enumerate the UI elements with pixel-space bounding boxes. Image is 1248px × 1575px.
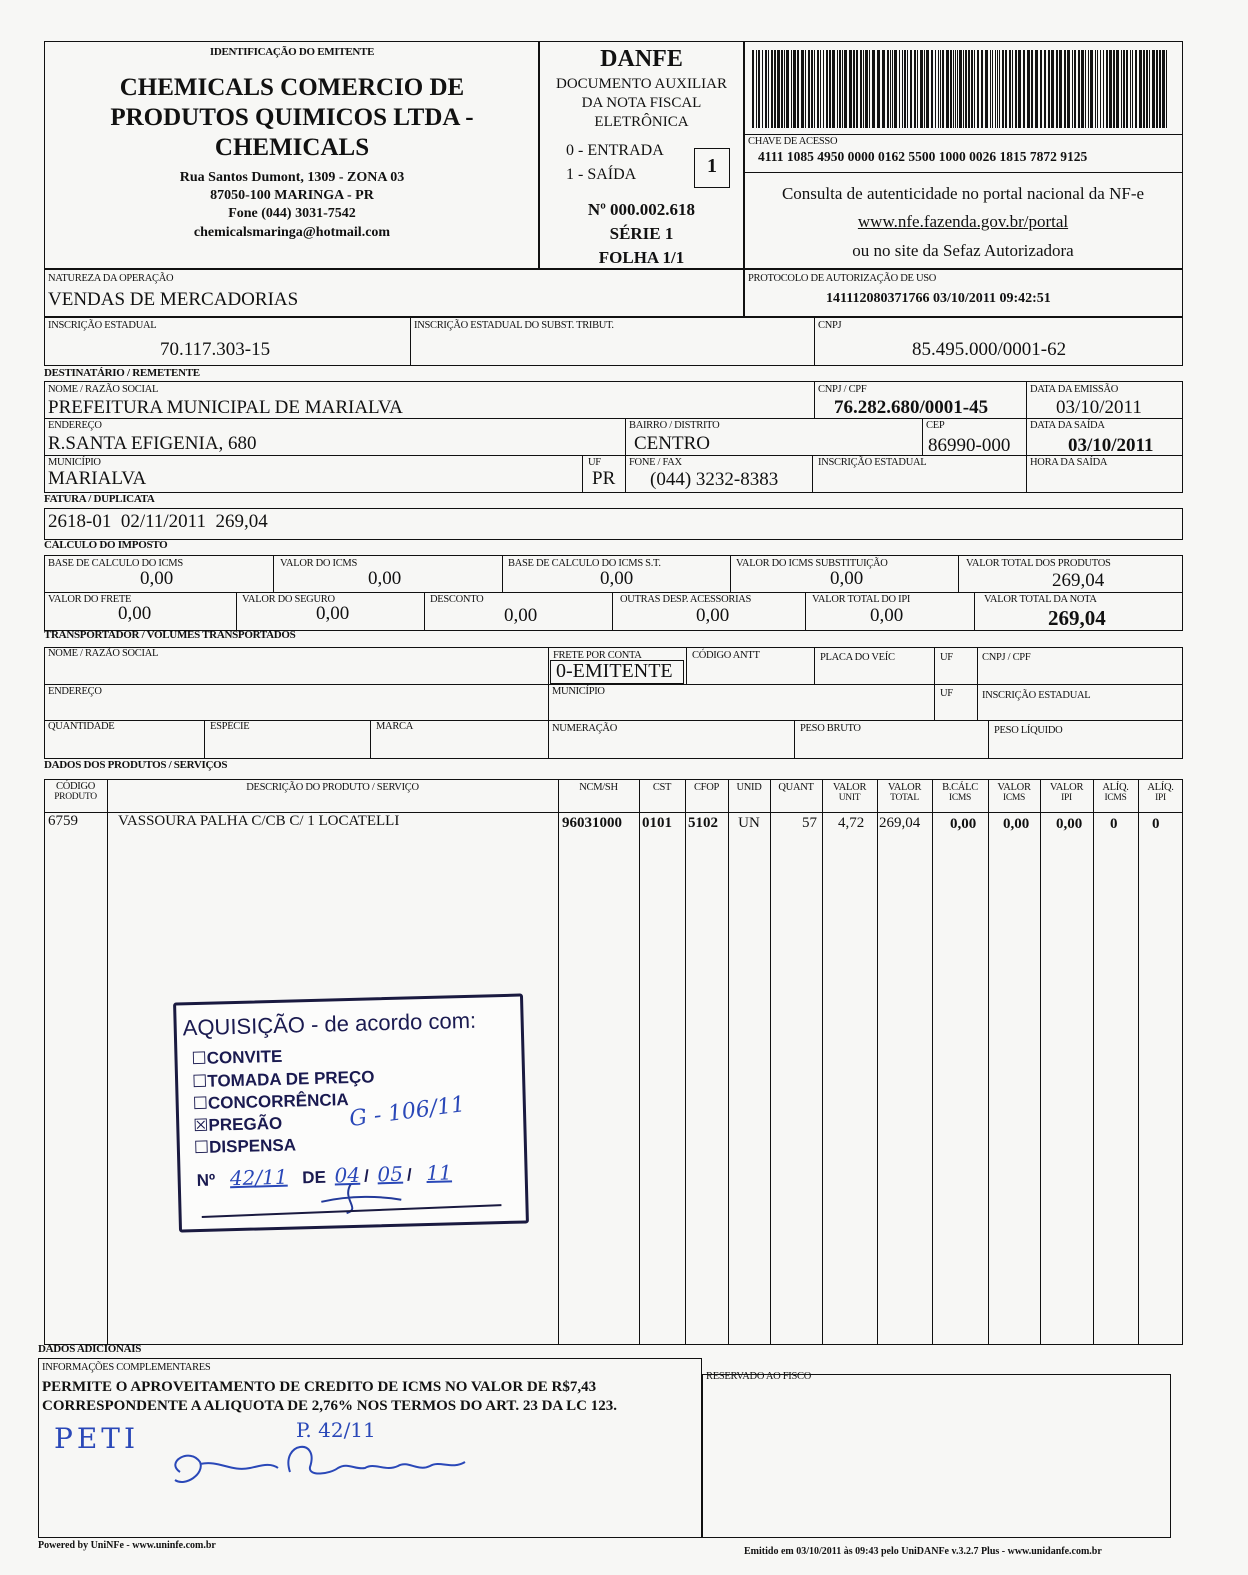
stamp-opt3: ☐CONCORRÊNCIA xyxy=(192,1090,349,1114)
barcode xyxy=(752,50,1172,128)
bc-st-label: BASE DE CALCULO DO ICMS S.T. xyxy=(508,558,661,569)
natureza-label: NATUREZA DA OPERAÇÃO xyxy=(48,273,174,284)
transp-marca-label: MARCA xyxy=(376,721,414,732)
outras: 0,00 xyxy=(696,605,730,626)
col-ncm: NCM/SH xyxy=(579,782,618,793)
handwritten-signature xyxy=(160,1432,480,1492)
desconto: 0,00 xyxy=(504,605,538,626)
frete-label: VALOR DO FRETE xyxy=(48,594,132,605)
transp-nome-label: NOME / RAZÃO SOCIAL xyxy=(48,648,159,659)
col-cfop: CFOP xyxy=(693,782,720,793)
dest-cep-label: CEP xyxy=(926,420,945,431)
chave-url[interactable]: www.nfe.fazenda.gov.br/portal xyxy=(857,212,1069,231)
transp-liquido-label: PESO LÍQUIDO xyxy=(994,725,1063,736)
dest-bairro-label: BAIRRO / DISTRITO xyxy=(629,420,720,431)
dest-endereco: R.SANTA EFIGENIA, 680 xyxy=(48,433,257,454)
emitente-phone: Fone (044) 3031-7542 xyxy=(228,206,356,221)
seguro-label: VALOR DO SEGURO xyxy=(242,594,335,605)
transp-bruto-label: PESO BRUTO xyxy=(800,723,861,734)
footer-left: Powered by UniNFe - www.uninfe.com.br xyxy=(38,1540,216,1551)
transp-frete-label: FRETE POR CONTA xyxy=(553,650,642,661)
protocolo-label: PROTOCOLO DE AUTORIZAÇÃO DE USO xyxy=(748,273,937,284)
dest-cnpj: 76.282.680/0001-45 xyxy=(834,397,989,418)
col-cst: CST xyxy=(652,782,672,793)
transportador-section-label: TRANSPORTADOR / VOLUMES TRANSPORTADOS xyxy=(44,629,296,641)
v-icms-label: VALOR DO ICMS xyxy=(280,558,358,569)
fisco-box xyxy=(702,1374,1171,1538)
emitente-name-line1: CHEMICALS COMERCIO DE xyxy=(119,74,465,101)
row-codigo: 6759 xyxy=(48,813,78,829)
info-line1: PERMITE O APROVEITAMENTO DE CREDITO DE ICMS NO VALOR DE R$7,43 xyxy=(42,1379,597,1395)
seguro: 0,00 xyxy=(316,603,350,624)
stamp-handwritten-ref: G - 106/11 xyxy=(347,1092,467,1133)
dest-nome-label: NOME / RAZÃO SOCIAL xyxy=(48,384,159,395)
frete: 0,00 xyxy=(118,603,152,624)
dest-ie-label: INSCRIÇÃO ESTADUAL xyxy=(818,457,927,468)
chave-consulta2: ou no site da Sefaz Autorizadora xyxy=(852,241,1074,260)
emitente-name-line2: PRODUTOS QUIMICOS LTDA - xyxy=(110,104,474,131)
row-vtotal: 269,04 xyxy=(879,815,921,831)
danfe-entrada: 0 - ENTRADA xyxy=(566,142,664,159)
bc-icms: 0,00 xyxy=(140,568,174,589)
col-aipi: ALÍQ. IPI xyxy=(1147,782,1174,803)
chave-consulta1: Consulta de autenticidade no portal nacional da NF-e xyxy=(781,184,1145,203)
info-label: INFORMAÇÕES COMPLEMENTARES xyxy=(42,1362,211,1373)
emitente-section-label: IDENTIFICAÇÃO DO EMITENTE xyxy=(209,46,375,58)
transp-cnpj-label: CNPJ / CPF xyxy=(982,652,1031,663)
transp-antt-label: CÓDIGO ANTT xyxy=(692,650,760,661)
transp-placa-label: PLACA DO VEÍC xyxy=(820,652,895,663)
row-descricao: VASSOURA PALHA C/CB C/ 1 LOCATELLI xyxy=(118,813,400,829)
row-cfop: 5102 xyxy=(688,815,718,831)
emitente-city: 87050-100 MARINGA - PR xyxy=(210,188,374,203)
col-codigo: CÓDIGO PRODUTO xyxy=(54,781,97,802)
hand-ref: P. 42/11 xyxy=(296,1418,376,1442)
stamp-opt4: ☒PREGÃO xyxy=(193,1113,283,1136)
transp-ie-label: INSCRIÇÃO ESTADUAL xyxy=(982,690,1091,701)
row-unid: UN xyxy=(738,815,760,831)
ipi: 0,00 xyxy=(870,605,904,626)
ie-st-label: INSCRIÇÃO ESTADUAL DO SUBST. TRIBUT. xyxy=(414,320,614,331)
col-quant: QUANT xyxy=(778,782,814,793)
hand-peti: PETI xyxy=(54,1422,140,1455)
ie-label: INSCRIÇÃO ESTADUAL xyxy=(48,320,157,331)
info-line2: CORRESPONDENTE A ALIQUOTA DE 2,76% NOS TERMOS DO ART. 23 DA LC 123. xyxy=(42,1398,617,1414)
cnpj-value: 85.495.000/0001-62 xyxy=(912,339,1067,360)
row-aicms: 0 xyxy=(1110,816,1118,832)
row-vicms: 0,00 xyxy=(1003,816,1030,832)
col-bcicms: B.CÁLC ICMS xyxy=(942,782,978,803)
dest-hora-label: HORA DA SAÍDA xyxy=(1030,457,1108,468)
col-vtotal: VALOR TOTAL xyxy=(887,782,922,803)
dest-endereco-label: ENDEREÇO xyxy=(48,420,102,431)
row-ncm: 96031000 xyxy=(562,815,622,831)
col-descricao: DESCRIÇÃO DO PRODUTO / SERVIÇO xyxy=(246,782,419,793)
chave-label: CHAVE DE ACESSO xyxy=(748,136,838,147)
natureza-value: VENDAS DE MERCADORIAS xyxy=(48,289,299,310)
danfe-numero: Nº 000.002.618 xyxy=(587,200,696,219)
nota: 269,04 xyxy=(1048,606,1106,630)
transp-municipio-label: MUNICÍPIO xyxy=(552,686,605,697)
dest-bairro: CENTRO xyxy=(634,433,710,454)
bc-icms-label: BASE DE CALCULO DO ICMS xyxy=(48,558,183,569)
transp-especie-label: ESPÉCIE xyxy=(210,721,250,732)
dest-uf: PR xyxy=(592,468,616,489)
nota-label: VALOR TOTAL DA NOTA xyxy=(984,594,1097,605)
dest-emissao-label: DATA DA EMISSÃO xyxy=(1030,384,1119,395)
danfe-title: DANFE xyxy=(600,46,683,72)
transp-frete: 0-EMITENTE xyxy=(556,660,673,682)
danfe-folha: FOLHA 1/1 xyxy=(598,248,685,267)
destinatario-section-label: DESTINATÁRIO / REMETENTE xyxy=(44,367,200,379)
dest-uf-label: UF xyxy=(588,457,601,468)
col-vunit: VALOR UNIT xyxy=(832,782,867,803)
desconto-label: DESCONTO xyxy=(430,594,484,605)
v-st: 0,00 xyxy=(830,568,864,589)
row-quant: 57 xyxy=(802,815,817,831)
dest-municipio-label: MUNICÍPIO xyxy=(48,457,101,468)
transp-qtd-label: QUANTIDADE xyxy=(48,721,115,732)
emitente-name-line3: CHEMICALS xyxy=(214,134,370,161)
col-aicms: ALÍQ. ICMS xyxy=(1102,782,1129,803)
danfe-tipo: 1 xyxy=(707,155,717,177)
danfe-serie: SÉRIE 1 xyxy=(609,224,674,243)
danfe-subtitle2: DA NOTA FISCAL xyxy=(581,95,702,111)
dest-cep: 86990-000 xyxy=(928,435,1011,456)
stamp-numero-line: Nº 42/11 DE 04 / 05 / 11 xyxy=(196,1160,453,1191)
v-icms: 0,00 xyxy=(368,568,402,589)
ie-value: 70.117.303-15 xyxy=(160,339,271,360)
fatura-value: 2618-01 02/11/2011 269,04 xyxy=(48,511,268,532)
footer-right: Emitido em 03/10/2011 às 09:43 pelo UniDANFe v.3.2.7 Plus - www.unidanfe.com.br xyxy=(744,1546,1102,1557)
dest-fone: (044) 3232-8383 xyxy=(650,469,779,490)
ipi-label: VALOR TOTAL DO IPI xyxy=(812,594,911,605)
dest-saida: 03/10/2011 xyxy=(1068,435,1154,456)
emitente-address: Rua Santos Dumont, 1309 - ZONA 03 xyxy=(179,170,405,185)
dest-fone-label: FONE / FAX xyxy=(629,457,682,468)
stamp-opt2: ☐TOMADA DE PREÇO xyxy=(191,1067,375,1092)
row-cst: 0101 xyxy=(642,815,672,831)
outras-label: OUTRAS DESP. ACESSORIAS xyxy=(620,594,752,605)
dest-cnpj-label: CNPJ / CPF xyxy=(818,384,867,395)
emitente-email: chemicalsmaringa@hotmail.com xyxy=(193,225,391,240)
imposto-section-label: CÁLCULO DO IMPOSTO xyxy=(44,539,168,551)
dest-municipio: MARIALVA xyxy=(48,468,147,489)
row-vunit: 4,72 xyxy=(838,815,865,831)
fisco-label: RESERVADO AO FISCO xyxy=(706,1371,812,1382)
bc-st: 0,00 xyxy=(600,568,634,589)
transp-uf2-label: UF xyxy=(940,688,953,699)
aquisicao-stamp xyxy=(173,993,529,1232)
danfe-subtitle3: ELETRÔNICA xyxy=(594,114,689,130)
produtos-section-label: DADOS DOS PRODUTOS / SERVIÇOS xyxy=(44,759,228,771)
dest-emissao: 03/10/2011 xyxy=(1056,397,1142,418)
danfe-saida: 1 - SAÍDA xyxy=(566,166,637,183)
fatura-section-label: FATURA / DUPLICATA xyxy=(44,493,155,505)
stamp-title: AQUISIÇÃO - de acordo com: xyxy=(182,1007,477,1041)
v-prod-label: VALOR TOTAL DOS PRODUTOS xyxy=(966,558,1111,569)
row-vipi: 0,00 xyxy=(1056,816,1083,832)
v-prod: 269,04 xyxy=(1052,570,1105,591)
col-vicms: VALOR ICMS xyxy=(997,782,1031,803)
stamp-opt1: ☐CONVITE xyxy=(191,1046,283,1069)
col-vipi: VALOR IPI xyxy=(1049,782,1084,803)
danfe-subtitle1: DOCUMENTO AUXILIAR xyxy=(556,76,727,92)
transp-uf-label: UF xyxy=(940,652,953,663)
dest-saida-label: DATA DA SAÍDA xyxy=(1030,420,1105,431)
v-st-label: VALOR DO ICMS SUBSTITUIÇÃO xyxy=(736,558,888,569)
protocolo-value: 141112080371766 03/10/2011 09:42:51 xyxy=(826,291,1051,306)
cnpj-label: CNPJ xyxy=(818,320,842,331)
adicionais-section-label: DADOS ADICIONAIS xyxy=(38,1343,142,1355)
chave-value: 4111 1085 4950 0000 0162 5500 1000 0026 1815 7872 9125 xyxy=(758,149,1088,164)
row-bcicms: 0,00 xyxy=(950,816,977,832)
transp-endereco-label: ENDEREÇO xyxy=(48,686,102,697)
stamp-opt5: ☐DISPENSA xyxy=(193,1135,297,1158)
transp-numeracao-label: NUMERAÇÃO xyxy=(552,723,617,734)
stamp-signature xyxy=(201,1175,502,1223)
row-aipi: 0 xyxy=(1152,816,1160,832)
dest-nome: PREFEITURA MUNICIPAL DE MARIALVA xyxy=(48,397,403,418)
col-unid: UNID xyxy=(736,782,762,793)
